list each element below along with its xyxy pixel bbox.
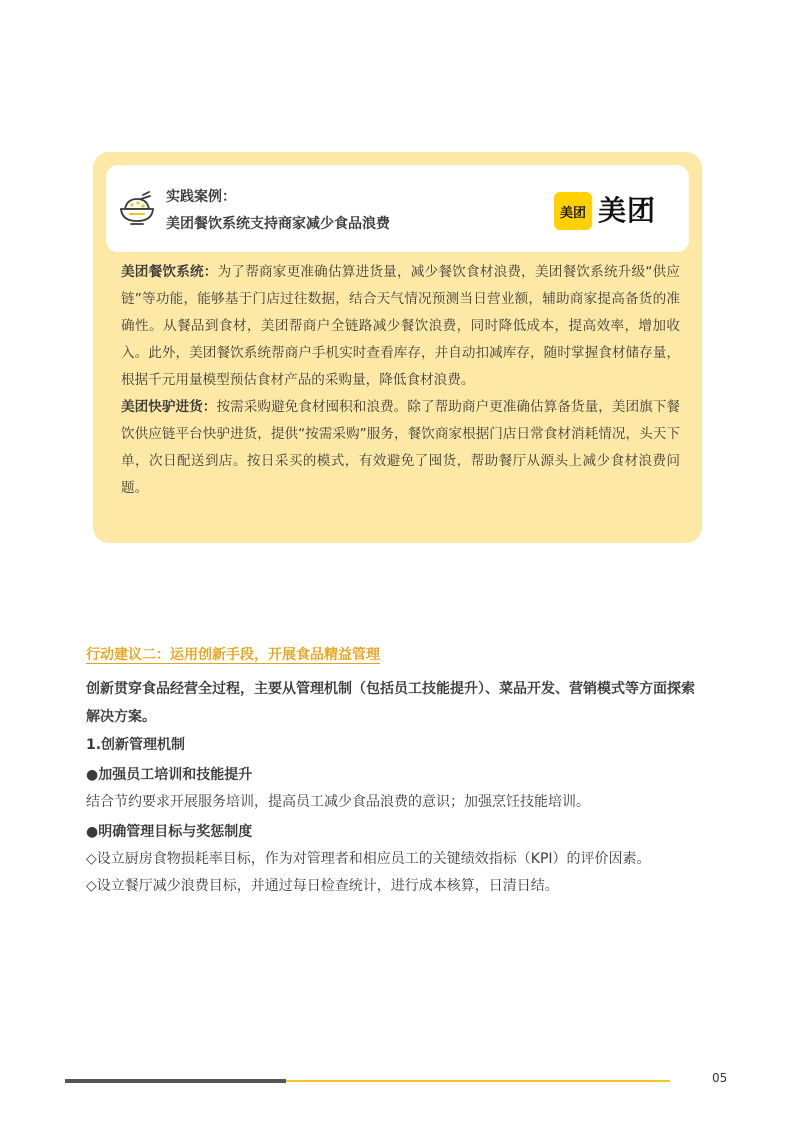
bullet-heading-management-goals: ●明确管理目标与奖惩制度 — [86, 824, 253, 840]
staff-training-text: 结合节约要求开展服务培训，提高员工减少食品浪费的意识；加强烹饪技能培训。 — [86, 794, 590, 810]
action-recommendation-section — [86, 641, 701, 900]
list-item-kitchen-loss-target: ◇设立厨房食物损耗率目标，作为对管理者和相应员工的关键绩效指标（KPI）的评价因素。 — [86, 851, 651, 867]
case-study-title-text: 美团餐饮系统支持商家减少食品浪费 — [166, 216, 390, 232]
meituan-logo-badge: 美团 — [554, 192, 592, 230]
food-bowl-icon — [119, 191, 155, 227]
case-paragraph-1-text: 为了帮商家更准确估算进货量，减少餐饮食材浪费，美团餐饮系统升级“供应链”等功能，能够基于门店过往数据，结合天气情况预测当日营业额，辅助商家提高备货的准确性。从餐品到食材，美团帮商户全链路减少餐饮浪费，同时降低成本，提高效率，增加收入。此外，美团餐饮系统帮商户手机实时查看库存，并自动扣减库存，随时掌握食材储存量，根据千元用量模型预估食材产品的采购量，降低食材浪费。 — [121, 264, 680, 388]
section-title: 行动建议二：运用创新手段，开展食品精益管理 — [86, 647, 380, 663]
case-study-title — [166, 184, 390, 238]
case-paragraph-1 — [121, 259, 680, 394]
case-study-card — [93, 152, 702, 543]
case-paragraph-1-lead: 美团餐饮系统： — [121, 264, 218, 280]
meituan-logo-text: 美团 — [598, 194, 657, 227]
list-item-restaurant-waste-target: ◇设立餐厅减少浪费目标，并通过每日检查统计，进行成本核算，日清日结。 — [86, 878, 559, 894]
meituan-logo — [554, 192, 656, 230]
bullet-heading-staff-training: ●加强员工培训和技能提升 — [86, 767, 253, 783]
case-study-body — [121, 259, 680, 502]
footer-rule-gold — [286, 1080, 670, 1082]
section-intro: 创新贯穿食品经营全过程，主要从管理机制（包括员工技能提升）、菜品开发、营销模式等方面探索解决方案。 — [86, 681, 695, 725]
case-paragraph-2-lead: 美团快驴进货： — [121, 399, 217, 415]
case-paragraph-2 — [121, 394, 680, 502]
footer-rule-dark — [65, 1079, 286, 1083]
case-study-title-label: 实践案例： — [166, 189, 236, 205]
page-number: 05 — [712, 1071, 728, 1085]
case-paragraph-2-text: 按需采购避免食材囤积和浪费。除了帮助商户更准确估算备货量，美团旗下餐饮供应链平台快驴进货，提供“按需采购”服务，餐饮商家根据门店日常食材消耗情况，头天下单，次日配送到店。按日采买的模式，有效避免了囤货，帮助餐厅从源头上减少食材浪费问题。 — [121, 399, 681, 496]
case-study-header — [106, 165, 689, 252]
subheading-innovation-mechanism: 1.创新管理机制 — [86, 737, 186, 753]
